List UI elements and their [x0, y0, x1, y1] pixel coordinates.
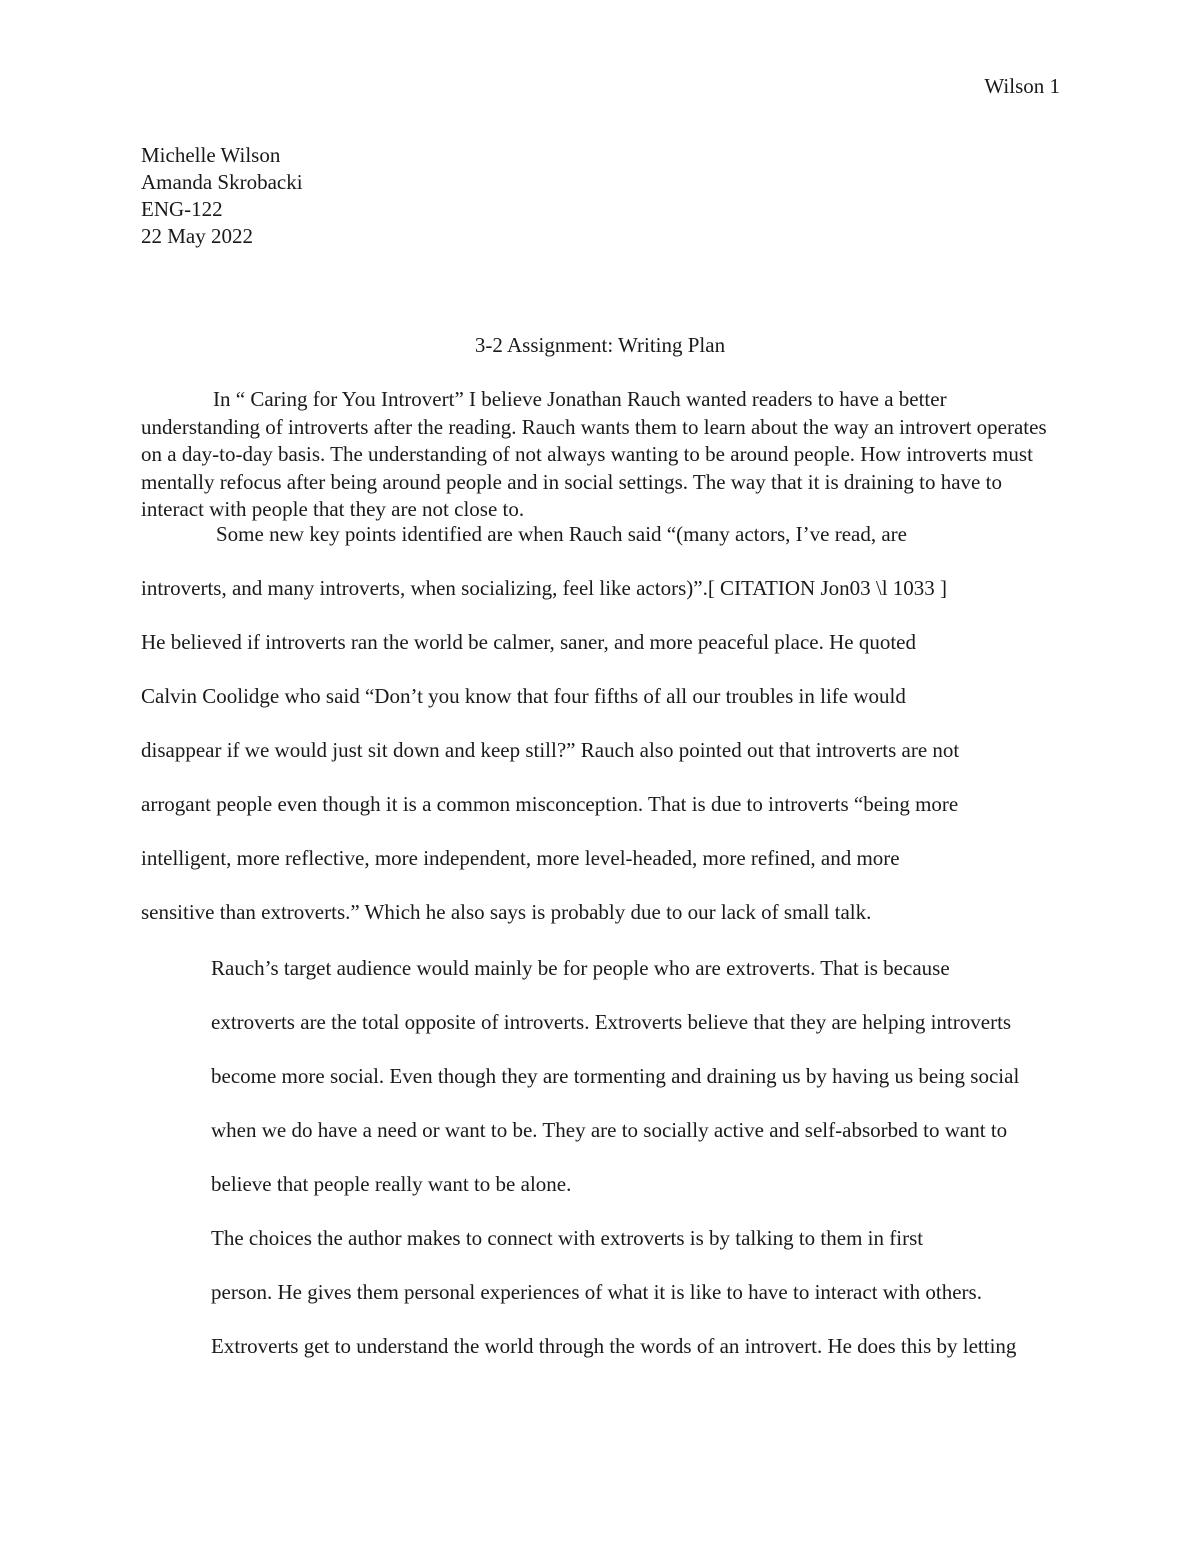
- document-title: 3-2 Assignment: Writing Plan: [474, 333, 726, 357]
- paragraph-1: In “ Caring for You Introvert” I believe Jonathan Rauch wanted readers to have a better understanding of introverts after the reading. Rauch wants them to learn about the way an introvert operates on a day-to-day basis. The understanding of not always wanting to be around people. How introverts must mentally refocus after being around people and in social settings. The way that it is draining to have to interact with people that they are not close to.: [141, 387, 1047, 521]
- text-line: introverts, and many introverts, when socializing, feel like actors)”.[ CITATION Jon03 \l 1033 ]: [141, 576, 948, 600]
- paragraph-4: [141, 1211, 1061, 1373]
- text-line: person. He gives them personal experiences of what it is like to have to interact with others.: [211, 1280, 982, 1304]
- paragraph-3: [141, 941, 1061, 1211]
- text-line: believe that people really want to be alone.: [211, 1172, 572, 1196]
- student-name: Michelle Wilson: [141, 143, 281, 167]
- submission-date: 22 May 2022: [141, 224, 253, 248]
- text-line: Rauch’s target audience would mainly be for people who are extroverts. That is because: [211, 956, 950, 980]
- text-line: disappear if we would just sit down and keep still?” Rauch also pointed out that introverts are not: [141, 738, 960, 762]
- instructor-name: Amanda Skrobacki: [141, 170, 303, 194]
- running-header-page-number: Wilson 1: [984, 74, 1060, 98]
- paragraph-2-first-line: Some new key points identified are when Rauch said “(many actors, I’ve read, are: [216, 522, 907, 546]
- mla-heading: [141, 142, 303, 250]
- text-line: The choices the author makes to connect with extroverts is by talking to them in first: [211, 1226, 924, 1250]
- text-line: Extroverts get to understand the world through the words of an introvert. He does this by letting: [211, 1334, 1017, 1358]
- text-line: He believed if introverts ran the world be calmer, saner, and more peaceful place. He quoted: [141, 630, 916, 654]
- course-code: ENG-122: [141, 197, 223, 221]
- text-line: sensitive than extroverts.” Which he also says is probably due to our lack of small talk.: [141, 900, 872, 924]
- text-line: Calvin Coolidge who said “Don’t you know that four fifths of all our troubles in life would: [141, 684, 906, 708]
- text-line: arrogant people even though it is a common misconception. That is due to introverts “being more: [141, 792, 959, 816]
- text-line: when we do have a need or want to be. They are to socially active and self-absorbed to want to: [211, 1118, 1008, 1142]
- text-line: extroverts are the total opposite of introverts. Extroverts believe that they are helping introverts: [211, 1010, 1012, 1034]
- text-line: intelligent, more reflective, more independent, more level-headed, more refined, and more: [141, 846, 900, 870]
- text-line: become more social. Even though they are tormenting and draining us by having us being social: [211, 1064, 1020, 1088]
- paragraph-2-continuation: [141, 561, 1061, 939]
